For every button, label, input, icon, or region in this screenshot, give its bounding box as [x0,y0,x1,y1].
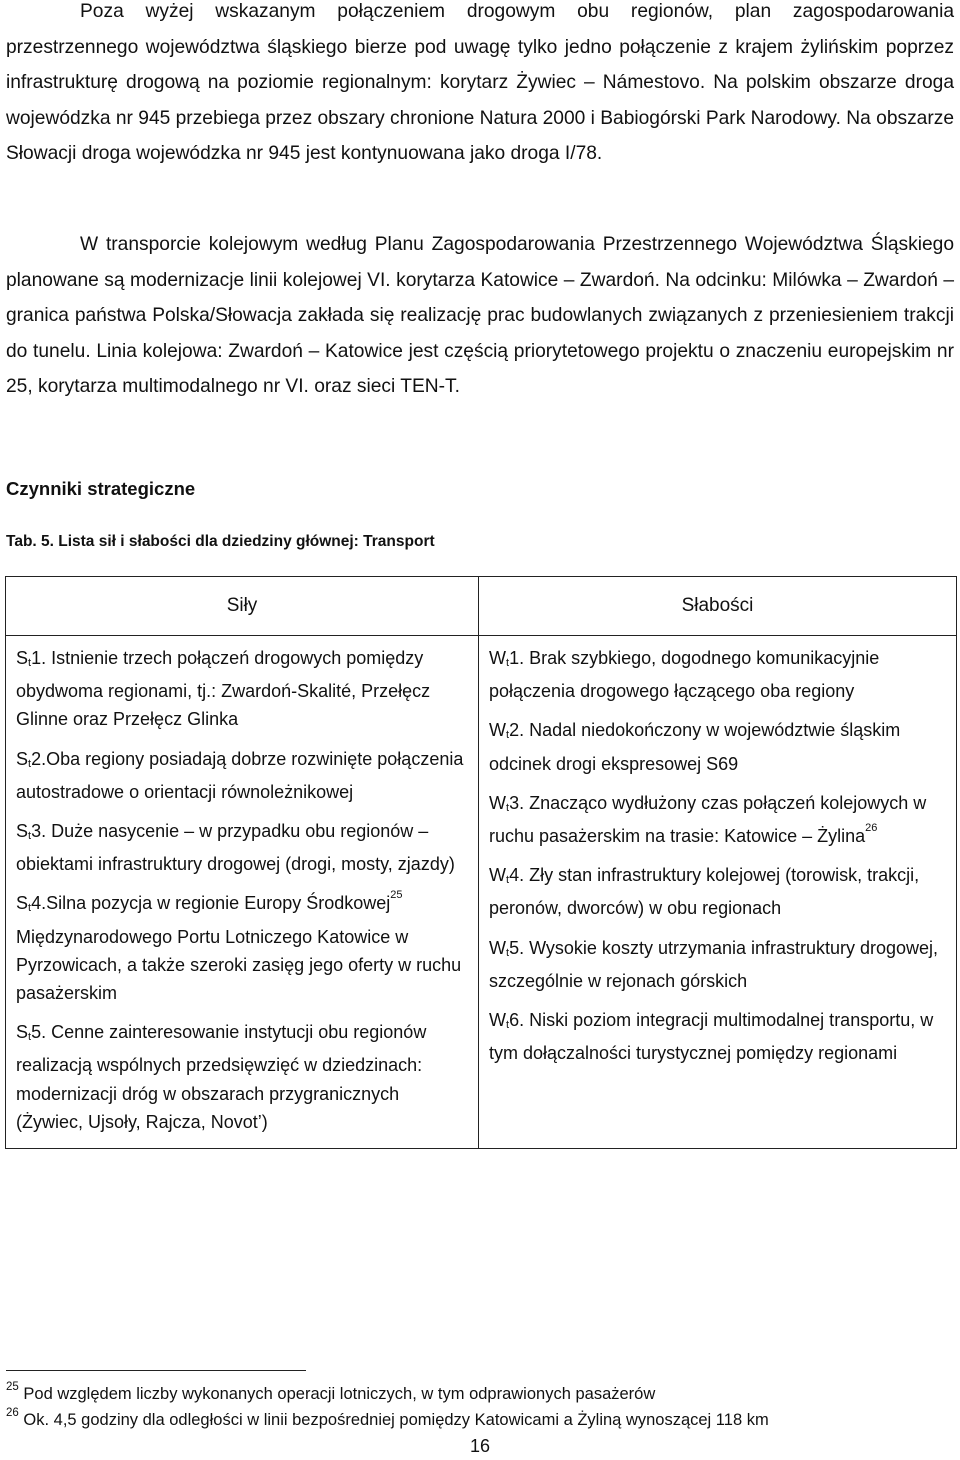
strengths-weaknesses-table [5,576,957,1149]
strengths-cell [6,636,479,1149]
section-heading: Czynniki strategiczne [6,478,196,499]
strength-item: $S_t4.Silna$ pozycja w regionie Europy Środkowej$^{25}$ Międzynarodowego Portu Lotniczego Katowice w Pyrzowicach, a także szeroki zasięg jego oferty w ruchu pasażerskim [16,889,462,1004]
weakness-item: $W_t5$. Wysokie koszty utrzymania infrastruktury drogowej, szczególnie w rejonach górskich [489,937,939,991]
footnote-ref: 26 [865,822,878,835]
footnote: $^{26}$ Ok. 4,5 godziny dla odległości w linii bezpośredniej pomiędzy Katowicami a Żyliną wynoszącej 118 km [6,1407,769,1429]
paragraph-road-connection: Poza wyżej wskazanym połączeniem drogowym obu regionów, plan zagospodarowania przestrzennego województwa śląskiego bierze pod uwagę tylko jedno połączenie z krajem żylińskim poprzez infrastrukturę drogową na poziomie regionalnym: korytarz Żywiec – Námestovo. Na polskim obszarze droga wojewódzka nr 945 przebiega przez obszary chronione Natura 2000 i Babiogórski Park Narodowy. Na obszarze Słowacji droga wojewódzka nr 945 jest kontynuowana jako droga I/78. [6,1,954,164]
footnote: $^{25}$ Pod względem liczby wykonanych operacji lotniczych, w tym odprawionych pasażerów [6,1381,656,1403]
weakness-item: $W_t4$. Zły stan infrastruktury kolejowej (torowisk, trakcji, peronów, dworców) w obu regionach [489,865,920,919]
table-row [6,636,957,1149]
paragraph-rail-transport: W transporcie kolejowym według Planu Zagospodarowania Przestrzennego Województwa Śląskiego planowane są modernizacje linii kolejowej VI. korytarza Katowice – Zwardoń. Na odcinku: Milówka – Zwardoń – granica państwa Polska/Słowacja zakłada się realizację prac budowlanych związanych z przeniesieniem trakcji do tunelu. Linia kolejowa: Zwardoń – Katowice jest częścią priorytetowego projektu o znaczeniu europejskim nr 25, korytarza multimodalnego nr VI. oraz sieci TEN-T. [6,234,954,397]
page-number: 16 [469,1436,491,1456]
footnote-divider [6,1370,306,1371]
weakness-item: $W_t3$. Znacząco wydłużony czas połączeń kolejowych w ruchu pasażerskim na trasie: Katowice – Żylina$^{26}$ [489,792,927,847]
footnote-number: 25 [6,1381,19,1393]
strength-item: $S_t3$. Duże nasycenie – w przypadku obu regionów – obiektami infrastruktury drogowej (drogi, mosty, zjazdy) [16,821,455,875]
weakness-item: $W_t6$. Niski poziom integracji multimodalnej transportu, w tym dołączalności turystycznej pomiędzy regionami [489,1010,934,1064]
strength-item: $S_t2.Oba$ regiony posiadają dobrze rozwinięte połączenia autostradowe o orientacji równoleżnikowej [16,748,464,802]
table-caption: Tab. 5. Lista sił i słabości dla dziedziny głównej: Transport [6,533,435,550]
footnote-number: 26 [6,1407,19,1419]
weakness-item: $W_t2$. Nadal niedokończony w województwie śląskim odcinek drogi ekspresowej S69 [489,720,901,774]
column-header-weaknesses: Słabości [479,577,957,636]
table-header-row [6,577,957,636]
strength-item: $S_t5$. Cenne zainteresowanie instytucji obu regionów realizacją wspólnych przedsięwzięć w dziedzinach: modernizacji dróg w obszarach przygranicznych (Żywiec, Ujsoły, Rajcza, Novot’) [16,1022,427,1132]
column-header-strengths: Siły [6,577,479,636]
footnote-ref: 25 [390,889,403,902]
strength-item: $S_t1$. Istnienie trzech połączeń drogowych pomiędzy obydwoma regionami, tj.: Zwardoń-Skalité, Przełęcz Glinne oraz Przełęcz Glinka [16,648,431,730]
weaknesses-cell [479,636,957,1149]
weakness-item: $W_t1$. Brak szybkiego, dogodnego komunikacyjnie połączenia drogowego łączącego oba regiony [489,648,880,702]
